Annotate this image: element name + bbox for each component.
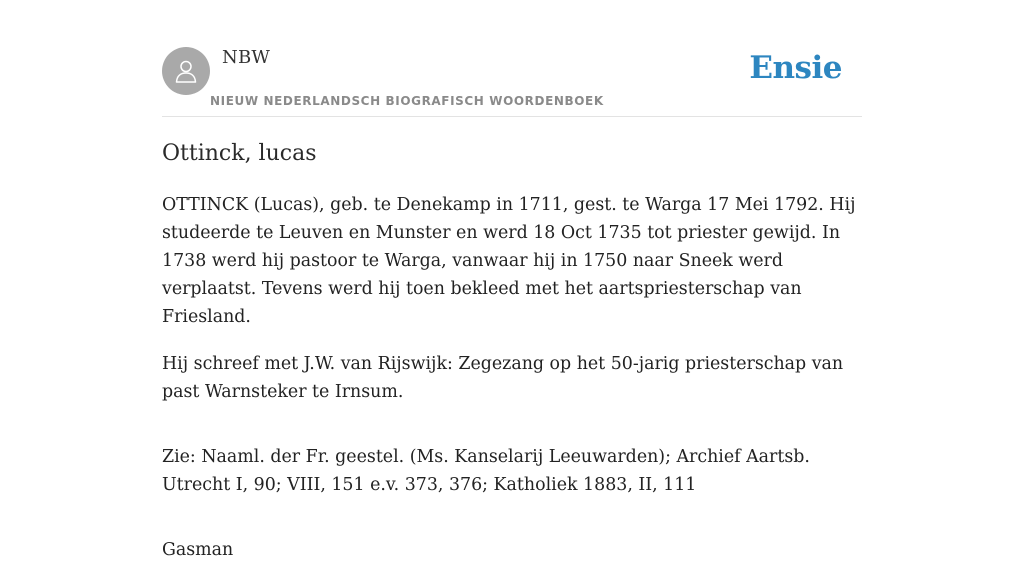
source-header	[162, 46, 862, 117]
references: Zie: Naaml. der Fr. geestel. (Ms. Kanselarij Leeuwarden); Archief Aartsb. Utrecht I, 90; VIII, 151 e.v. 373, 376; Katholiek 1883, II, 111	[162, 447, 810, 495]
source-full-title: NIEUW NEDERLANDSCH BIOGRAFISCH WOORDENBOEK	[210, 94, 604, 108]
page-title: Ottinck, lucas	[162, 141, 317, 166]
article-paragraph: OTTINCK (Lucas), geb. te Denekamp in 1711, gest. te Warga 17 Mei 1792. Hij studeerde te Leuven en Munster en werd 18 Oct 1735 tot priester gewijd. In 1738 werd hij pastoor te Warga, vanwaar hij in 1750 naar Sneek werd verplaatst. Tevens werd hij toen bekleed met het aartspriesterschap van Friesland.	[162, 195, 856, 327]
brand-logo[interactable]: Ensie	[749, 50, 842, 86]
user-icon	[172, 57, 200, 85]
avatar[interactable]	[162, 47, 210, 95]
source-name[interactable]: NBW	[222, 47, 271, 68]
article-paragraph: Hij schreef met J.W. van Rijswijk: Zegezang op het 50-jarig priesterschap van past Warnsteker te Irnsum.	[162, 354, 844, 402]
author-name: Gasman	[162, 540, 234, 560]
article	[162, 137, 862, 564]
